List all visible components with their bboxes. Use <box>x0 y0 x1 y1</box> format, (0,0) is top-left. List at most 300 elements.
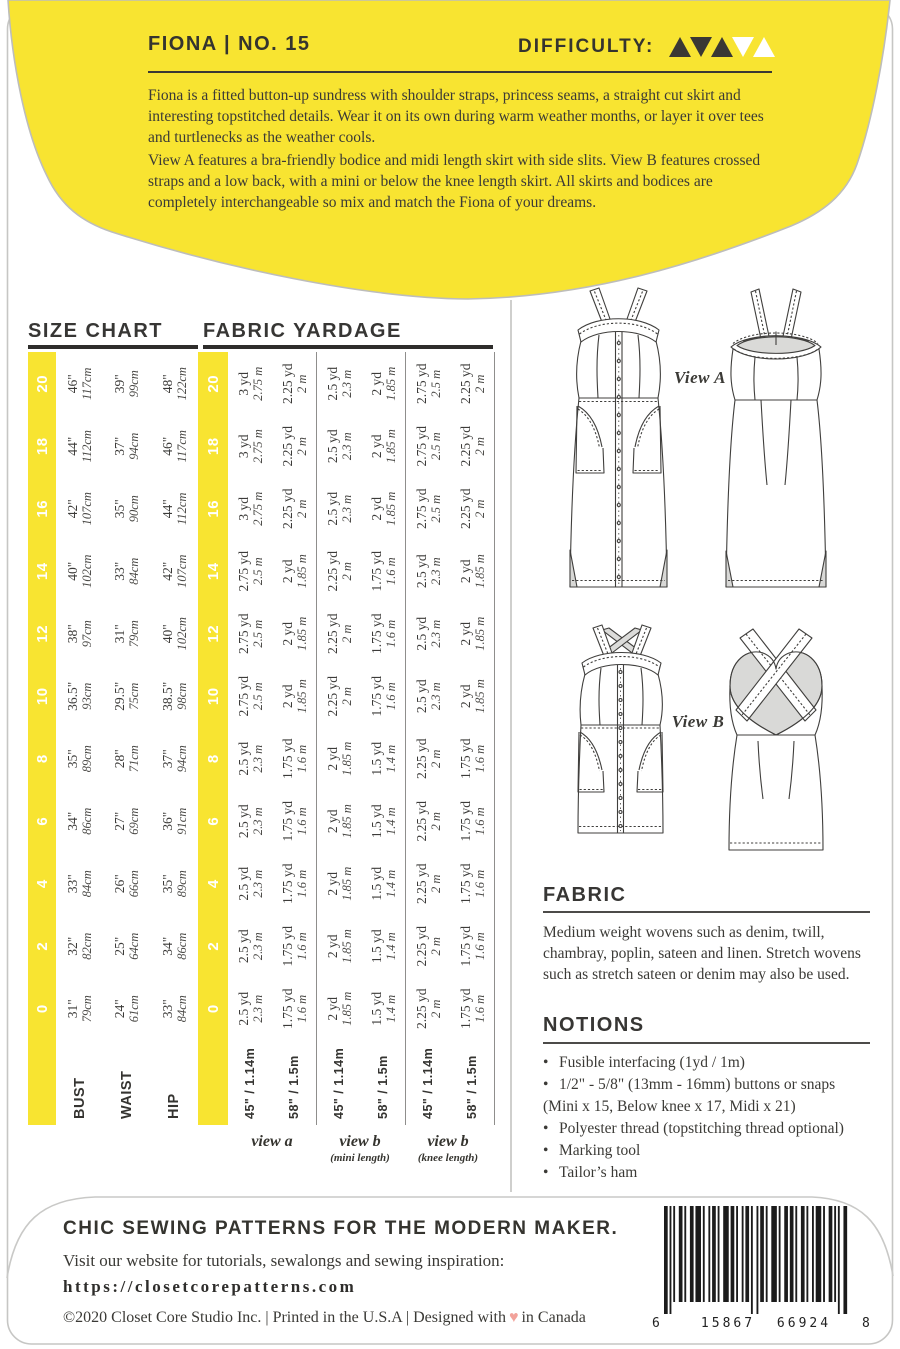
yardage-cell <box>406 665 450 728</box>
yardage-cell-metric: 1.4 m <box>383 869 398 898</box>
size-chart-rule <box>28 345 198 349</box>
yardage-cell-imperial: 2 yd <box>279 621 295 646</box>
measurement-cell-imperial: 44" <box>65 436 81 456</box>
yardage-cell-imperial: 1.75 yd <box>457 801 473 842</box>
measurement-cell-metric: 94cm <box>174 745 189 773</box>
notions-rule <box>543 1042 870 1044</box>
yardage-cell-imperial: 2.25 yd <box>457 363 473 404</box>
yardage-cell-metric: 2.3 m <box>250 994 265 1023</box>
notion-text: Fusible interfacing (1yd / 1m) <box>559 1054 745 1071</box>
yardage-cell-imperial: 1.75 yd <box>457 863 473 904</box>
yardage-cell-metric: 2.75 m <box>250 491 265 526</box>
yardage-cell-metric: 1.6 m <box>294 994 309 1023</box>
measurement-cell <box>151 853 198 916</box>
difficulty-down-empty-triangle-icon <box>732 37 754 57</box>
yardage-cell <box>317 353 361 416</box>
yardage-cell-metric: 2.5 m <box>250 619 265 648</box>
yardage-cell-metric: 1.85 m <box>472 616 487 651</box>
yardage-cell-imperial: 1.75 yd <box>368 551 384 592</box>
yardage-cell-imperial: 2.25 yd <box>279 426 295 467</box>
yardage-cell-metric: 1.6 m <box>294 869 309 898</box>
yardage-cell <box>450 353 494 416</box>
size-header-cell <box>28 353 56 416</box>
measurement-cell-metric: 69cm <box>127 807 142 835</box>
measurement-cell-imperial: 40" <box>65 561 81 581</box>
measurement-cell <box>151 665 198 728</box>
yardage-cell-metric: 1.6 m <box>383 619 398 648</box>
yardage-cell <box>361 915 405 978</box>
measurement-cell <box>103 415 150 478</box>
yardage-cell-imperial: 2 yd <box>457 621 473 646</box>
yardage-cell-imperial: 2 yd <box>324 809 340 834</box>
measurement-cell-metric: 99cm <box>127 370 142 398</box>
size-chart-table <box>28 352 198 1125</box>
yardage-cell-imperial: 1.5 yd <box>368 991 384 1026</box>
yardage-cell-imperial: 2.25 yd <box>457 426 473 467</box>
yardage-cell-metric: 1.6 m <box>472 807 487 836</box>
yardage-cell <box>406 603 450 666</box>
measurement-cell-metric: 98cm <box>174 682 189 710</box>
measurement-cell <box>151 353 198 416</box>
yardage-cell-metric: 2.3 m <box>428 619 443 648</box>
size-number: 20 <box>204 374 222 393</box>
notion-item <box>543 1096 888 1118</box>
yardage-cell-imperial: 2 yd <box>368 496 384 521</box>
yardage-cell <box>228 665 272 728</box>
size-number: 18 <box>204 437 222 456</box>
yardage-cell-imperial: 2.5 yd <box>235 741 251 776</box>
measurement-cell-metric: 107cm <box>174 554 189 588</box>
measurement-cell-metric: 61cm <box>127 995 142 1023</box>
yardage-cell-metric: 2.3 m <box>250 932 265 961</box>
yardage-cell-imperial: 2.5 yd <box>235 866 251 901</box>
yardage-cell <box>317 665 361 728</box>
measurement-cell-metric: 64cm <box>127 932 142 960</box>
yardage-cell-imperial: 1.75 yd <box>457 926 473 967</box>
yardage-cell-imperial: 1.75 yd <box>368 676 384 717</box>
measurement-cell-imperial: 24" <box>112 999 128 1019</box>
measurement-cell-metric: 86cm <box>80 807 95 835</box>
difficulty-up-filled-triangle-icon <box>669 37 691 57</box>
measurement-cell-metric: 93cm <box>80 682 95 710</box>
yardage-cell-imperial: 3 yd <box>235 434 251 459</box>
size-number: 16 <box>204 499 222 518</box>
row-label-cell <box>56 1040 103 1125</box>
yardage-cell <box>228 790 272 853</box>
yardage-cell <box>406 853 450 916</box>
yardage-cell-metric: 1.85 m <box>472 554 487 589</box>
view-a-caption: View A <box>674 368 726 387</box>
yardage-cell-imperial: 1.75 yd <box>279 988 295 1029</box>
bullet-icon: • <box>543 1164 549 1181</box>
measurement-cell <box>103 790 150 853</box>
yardage-cell-metric: 2.3 m <box>339 369 354 398</box>
yardage-cell <box>361 603 405 666</box>
bullet-icon: • <box>543 1054 549 1071</box>
size-header-cell <box>198 853 228 916</box>
row-label-cell <box>361 1040 405 1125</box>
yardage-cell <box>317 853 361 916</box>
yardage-cell-metric: 2.3 m <box>250 744 265 773</box>
measurement-cell <box>103 728 150 791</box>
yardage-cell <box>272 603 316 666</box>
yardage-cell <box>317 790 361 853</box>
measurement-cell <box>56 665 103 728</box>
yardage-cell-imperial: 2.25 yd <box>413 926 429 967</box>
yardage-cell <box>228 915 272 978</box>
yardage-cell <box>317 603 361 666</box>
size-number: 10 <box>33 687 51 706</box>
yardage-cell-imperial: 1.5 yd <box>368 866 384 901</box>
yardage-cell-metric: 1.6 m <box>472 932 487 961</box>
yardage-cell <box>228 415 272 478</box>
row-label: 45" / 1.14m <box>243 1047 257 1119</box>
row-label-cell <box>450 1040 494 1125</box>
difficulty-indicator <box>518 36 775 58</box>
difficulty-triangles <box>670 37 775 57</box>
yardage-cell-metric: 2.5 m <box>428 494 443 523</box>
size-number: 14 <box>204 562 222 581</box>
barcode-digits-group1: 15867 <box>700 1316 756 1331</box>
size-header-cell <box>28 978 56 1041</box>
yardage-cell-metric: 2 m <box>339 624 354 643</box>
yardage-cell-imperial: 2 yd <box>324 996 340 1021</box>
yardage-cell-metric: 2 m <box>472 499 487 518</box>
view-a-column-text: view a <box>251 1133 293 1150</box>
measurement-cell-metric: 84cm <box>174 995 189 1023</box>
measurement-cell <box>56 853 103 916</box>
yardage-cell <box>406 978 450 1041</box>
yardage-cell <box>317 540 361 603</box>
yardage-cell-metric: 1.6 m <box>472 994 487 1023</box>
view-a-front-illustration <box>566 287 671 602</box>
row-label: 58" / 1.5m <box>376 1055 390 1119</box>
measurement-cell-imperial: 27" <box>112 811 128 831</box>
measurement-cell-metric: 117cm <box>174 430 189 463</box>
measurement-cell-metric: 84cm <box>127 557 142 585</box>
copyright-pre: ©2020 Closet Core Studio Inc. | Printed in the U.S.A | Designed with <box>63 1309 506 1326</box>
size-header-cell <box>28 915 56 978</box>
yardage-cell-metric: 2 m <box>294 374 309 393</box>
size-header-row <box>198 352 228 1125</box>
yardage-cell <box>272 728 316 791</box>
size-number: 12 <box>33 624 51 643</box>
yardage-cell-metric: 2.75 m <box>250 366 265 401</box>
yardage-cell <box>272 665 316 728</box>
table-row <box>272 352 317 1125</box>
yardage-cell-imperial: 2 yd <box>368 434 384 459</box>
row-label: BUST <box>71 1077 88 1119</box>
yardage-cell-imperial: 1.75 yd <box>279 801 295 842</box>
row-label: 58" / 1.5m <box>287 1055 301 1119</box>
notion-item <box>543 1140 888 1162</box>
measurement-cell-imperial: 26" <box>112 874 128 894</box>
size-number: 12 <box>204 624 222 643</box>
yardage-cell <box>361 728 405 791</box>
yardage-cell-metric: 1.6 m <box>383 682 398 711</box>
measurement-cell <box>56 415 103 478</box>
yardage-cell <box>272 978 316 1041</box>
row-label-cell <box>272 1040 316 1125</box>
view-b-front-illustration <box>572 624 672 846</box>
fabric-yardage-table <box>198 352 495 1125</box>
yardage-cell <box>361 853 405 916</box>
yardage-cell-imperial: 2.25 yd <box>324 613 340 654</box>
yardage-cell <box>450 540 494 603</box>
measurement-cell <box>151 728 198 791</box>
yardage-cell-metric: 1.85 m <box>383 366 398 401</box>
measurement-cell-imperial: 38.5" <box>159 681 175 711</box>
yardage-cell <box>450 978 494 1041</box>
row-label-cell <box>151 1040 198 1125</box>
website-link[interactable]: https://closetcorepatterns.com <box>63 1277 357 1296</box>
yardage-cell-metric: 1.85 m <box>383 491 398 526</box>
yardage-cell-metric: 1.4 m <box>383 807 398 836</box>
yardage-cell-imperial: 2 yd <box>279 684 295 709</box>
yardage-cell-imperial: 2.5 yd <box>324 366 340 401</box>
measurement-cell-metric: 97cm <box>80 620 95 648</box>
measurement-cell <box>151 603 198 666</box>
size-header-cell <box>28 665 56 728</box>
yardage-cell-imperial: 2.5 yd <box>413 679 429 714</box>
yardage-cell-metric: 1.6 m <box>294 932 309 961</box>
yardage-cell <box>272 478 316 541</box>
measurement-cell-imperial: 38" <box>65 624 81 644</box>
yardage-cell <box>317 978 361 1041</box>
notion-text: (Mini x 15, Below knee x 17, Midi x 21) <box>543 1098 796 1115</box>
table-row <box>151 352 198 1125</box>
yardage-cell-metric: 1.6 m <box>294 744 309 773</box>
size-number: 18 <box>33 437 51 456</box>
measurement-cell <box>103 478 150 541</box>
bullet-icon: • <box>543 1120 549 1137</box>
measurement-cell-metric: 86cm <box>174 932 189 960</box>
measurement-cell-imperial: 33" <box>65 874 81 894</box>
size-number: 16 <box>33 499 51 518</box>
size-header-cell <box>198 665 228 728</box>
notion-item <box>543 1118 888 1140</box>
view-b-mini-column-label <box>312 1133 408 1167</box>
difficulty-down-filled-triangle-icon <box>690 37 712 57</box>
yardage-cell-imperial: 1.75 yd <box>457 988 473 1029</box>
yardage-cell-metric: 2 m <box>339 687 354 706</box>
yardage-cell <box>361 353 405 416</box>
yardage-cell <box>361 978 405 1041</box>
size-header-cell <box>198 478 228 541</box>
copyright-line <box>63 1309 586 1327</box>
notion-item <box>543 1074 888 1096</box>
row-label-cell <box>228 1040 272 1125</box>
yardage-cell-metric: 1.6 m <box>472 869 487 898</box>
measurement-cell-imperial: 35" <box>65 749 81 769</box>
measurement-cell-imperial: 35" <box>112 499 128 519</box>
yardage-cell <box>228 478 272 541</box>
fabric-body: Medium weight wovens such as denim, twill, chambray, poplin, sateen and linen. Stretch wovens such as stretch sateen or denim may also be used. <box>543 924 861 983</box>
size-number: 4 <box>33 879 51 889</box>
yardage-cell-imperial: 2.75 yd <box>413 363 429 404</box>
measurement-cell-imperial: 31" <box>112 624 128 644</box>
yardage-cell-imperial: 2.75 yd <box>413 488 429 529</box>
measurement-cell-imperial: 42" <box>159 561 175 581</box>
view-b-caption: View B <box>671 712 725 731</box>
size-number: 20 <box>33 374 51 393</box>
size-header-cell <box>198 978 228 1041</box>
barcode-bars-svg <box>650 1200 878 1340</box>
yardage-cell-metric: 2.5 m <box>250 682 265 711</box>
measurement-cell-metric: 82cm <box>80 932 95 960</box>
notions-title: NOTIONS <box>543 1014 645 1036</box>
yardage-cell-imperial: 1.75 yd <box>457 738 473 779</box>
measurement-cell <box>56 603 103 666</box>
views-description: View A features a bra-friendly bodice and midi length skirt with side slits. View B features crossed straps and a low back, with a mini or below the knee length skirt. All skirts and bodices are completely interchangeable so mix and match the Fiona of your dreams. <box>148 152 761 211</box>
difficulty-label: DIFFICULTY: <box>518 36 655 57</box>
yardage-cell-imperial: 2.25 yd <box>279 488 295 529</box>
measurement-cell-metric: 89cm <box>174 870 189 898</box>
measurement-cell-imperial: 31" <box>65 999 81 1019</box>
yardage-cell <box>361 478 405 541</box>
yardage-cell-metric: 1.6 m <box>294 807 309 836</box>
measurement-cell-imperial: 48" <box>159 374 175 394</box>
table-row <box>56 352 103 1125</box>
yardage-cell-imperial: 1.5 yd <box>368 741 384 776</box>
yardage-cell <box>361 790 405 853</box>
table-row <box>406 352 450 1125</box>
yardage-cell-imperial: 2.5 yd <box>324 429 340 464</box>
yardage-cell <box>228 978 272 1041</box>
measurement-cell-imperial: 44" <box>159 499 175 519</box>
header-rule <box>148 71 772 73</box>
measurement-cell-imperial: 29.5" <box>112 681 128 711</box>
yardage-cell <box>228 853 272 916</box>
yardage-cell-metric: 1.85 m <box>294 554 309 589</box>
yardage-cell <box>272 915 316 978</box>
measurement-cell <box>56 728 103 791</box>
yardage-cell-metric: 2 m <box>428 749 443 768</box>
yardage-cell <box>406 540 450 603</box>
barcode-digit-lead: 6 <box>652 1316 660 1331</box>
barcode-bars <box>664 1206 847 1314</box>
view-b-knee-text: view b <box>427 1133 469 1150</box>
size-header-cell <box>28 728 56 791</box>
yardage-cell-imperial: 1.5 yd <box>368 929 384 964</box>
row-label: 45" / 1.14m <box>332 1047 346 1119</box>
measurement-cell <box>103 853 150 916</box>
measurement-cell <box>151 790 198 853</box>
size-header-row <box>28 352 56 1125</box>
size-number: 2 <box>33 941 51 951</box>
footer-tagline: CHIC SEWING PATTERNS FOR THE MODERN MAKER. <box>63 1218 619 1239</box>
size-chart-title: SIZE CHART <box>28 320 163 342</box>
size-header-cell <box>198 915 228 978</box>
measurement-cell-imperial: 46" <box>65 374 81 394</box>
notions-list <box>543 1052 888 1184</box>
yardage-cell-imperial: 2.25 yd <box>413 863 429 904</box>
footer-visit-text: Visit our website for tutorials, sewalongs and sewing inspiration: <box>63 1251 505 1270</box>
yardage-cell-metric: 2.5 m <box>250 557 265 586</box>
yardage-cell-imperial: 1.75 yd <box>279 926 295 967</box>
bullet-icon: • <box>543 1076 549 1093</box>
row-label: 58" / 1.5m <box>465 1055 479 1119</box>
measurement-cell <box>103 915 150 978</box>
pattern-title: FIONA | NO. 15 <box>148 33 311 55</box>
yardage-cell <box>228 603 272 666</box>
table-row <box>103 352 150 1125</box>
yardage-cell <box>272 540 316 603</box>
size-header-cell <box>198 728 228 791</box>
view-a-column-label <box>224 1133 320 1150</box>
row-label-cell <box>103 1040 150 1125</box>
yardage-cell-metric: 2 m <box>472 374 487 393</box>
measurement-cell-metric: 117cm <box>80 367 95 400</box>
measurement-cell-imperial: 40" <box>159 624 175 644</box>
size-number: 10 <box>204 687 222 706</box>
size-number: 2 <box>204 941 222 951</box>
measurement-cell-imperial: 39" <box>112 374 128 394</box>
yardage-cell-metric: 2.3 m <box>339 494 354 523</box>
yardage-cell <box>450 728 494 791</box>
yardage-cell <box>272 415 316 478</box>
measurement-cell <box>56 790 103 853</box>
yardage-cell <box>406 478 450 541</box>
yardage-cell-metric: 2 m <box>339 562 354 581</box>
fabric-yardage-title: FABRIC YARDAGE <box>203 320 402 342</box>
barcode-digits-group2: 66924 <box>776 1316 832 1331</box>
measurement-cell-metric: 89cm <box>80 745 95 773</box>
yardage-cell <box>228 728 272 791</box>
yardage-cell-imperial: 2.25 yd <box>413 801 429 842</box>
measurement-cell-imperial: 42" <box>65 499 81 519</box>
yardage-cell <box>450 665 494 728</box>
measurement-cell-imperial: 37" <box>112 436 128 456</box>
measurement-cell-metric: 102cm <box>174 617 189 651</box>
measurement-cell-metric: 91cm <box>174 807 189 835</box>
yardage-cell-imperial: 1.5 yd <box>368 804 384 839</box>
yardage-cell <box>450 853 494 916</box>
yardage-cell-metric: 2.5 m <box>428 432 443 461</box>
yardage-cell-metric: 2.5 m <box>428 369 443 398</box>
yardage-cell-metric: 1.6 m <box>383 557 398 586</box>
measurement-cell <box>56 978 103 1041</box>
measurement-cell <box>151 540 198 603</box>
yardage-cell-metric: 1.85 m <box>383 429 398 464</box>
measurement-cell <box>56 540 103 603</box>
yardage-cell <box>450 790 494 853</box>
yardage-cell-imperial: 2.75 yd <box>235 551 251 592</box>
measurement-cell <box>103 540 150 603</box>
row-label: WAIST <box>118 1070 135 1119</box>
measurement-cell-metric: 79cm <box>80 995 95 1023</box>
notion-text: Marking tool <box>559 1142 641 1159</box>
yardage-cell-imperial: 2.5 yd <box>324 491 340 526</box>
yardage-cell-imperial: 1.75 yd <box>279 738 295 779</box>
yardage-cell-imperial: 2 yd <box>368 371 384 396</box>
yardage-cell-metric: 2 m <box>294 499 309 518</box>
yardage-cell-metric: 1.85 m <box>294 679 309 714</box>
difficulty-up-filled-triangle-icon <box>711 37 733 57</box>
measurement-cell-metric: 79cm <box>127 620 142 648</box>
yardage-cell-imperial: 2 yd <box>279 559 295 584</box>
measurement-cell <box>103 603 150 666</box>
yardage-cell <box>361 540 405 603</box>
measurement-cell-metric: 66cm <box>127 870 142 898</box>
yardage-cell <box>317 415 361 478</box>
yardage-cell-imperial: 2.5 yd <box>235 929 251 964</box>
size-number: 14 <box>33 562 51 581</box>
measurement-cell <box>103 353 150 416</box>
measurement-cell-metric: 75cm <box>127 682 142 710</box>
yardage-cell-metric: 2.3 m <box>339 432 354 461</box>
table-row <box>450 352 495 1125</box>
